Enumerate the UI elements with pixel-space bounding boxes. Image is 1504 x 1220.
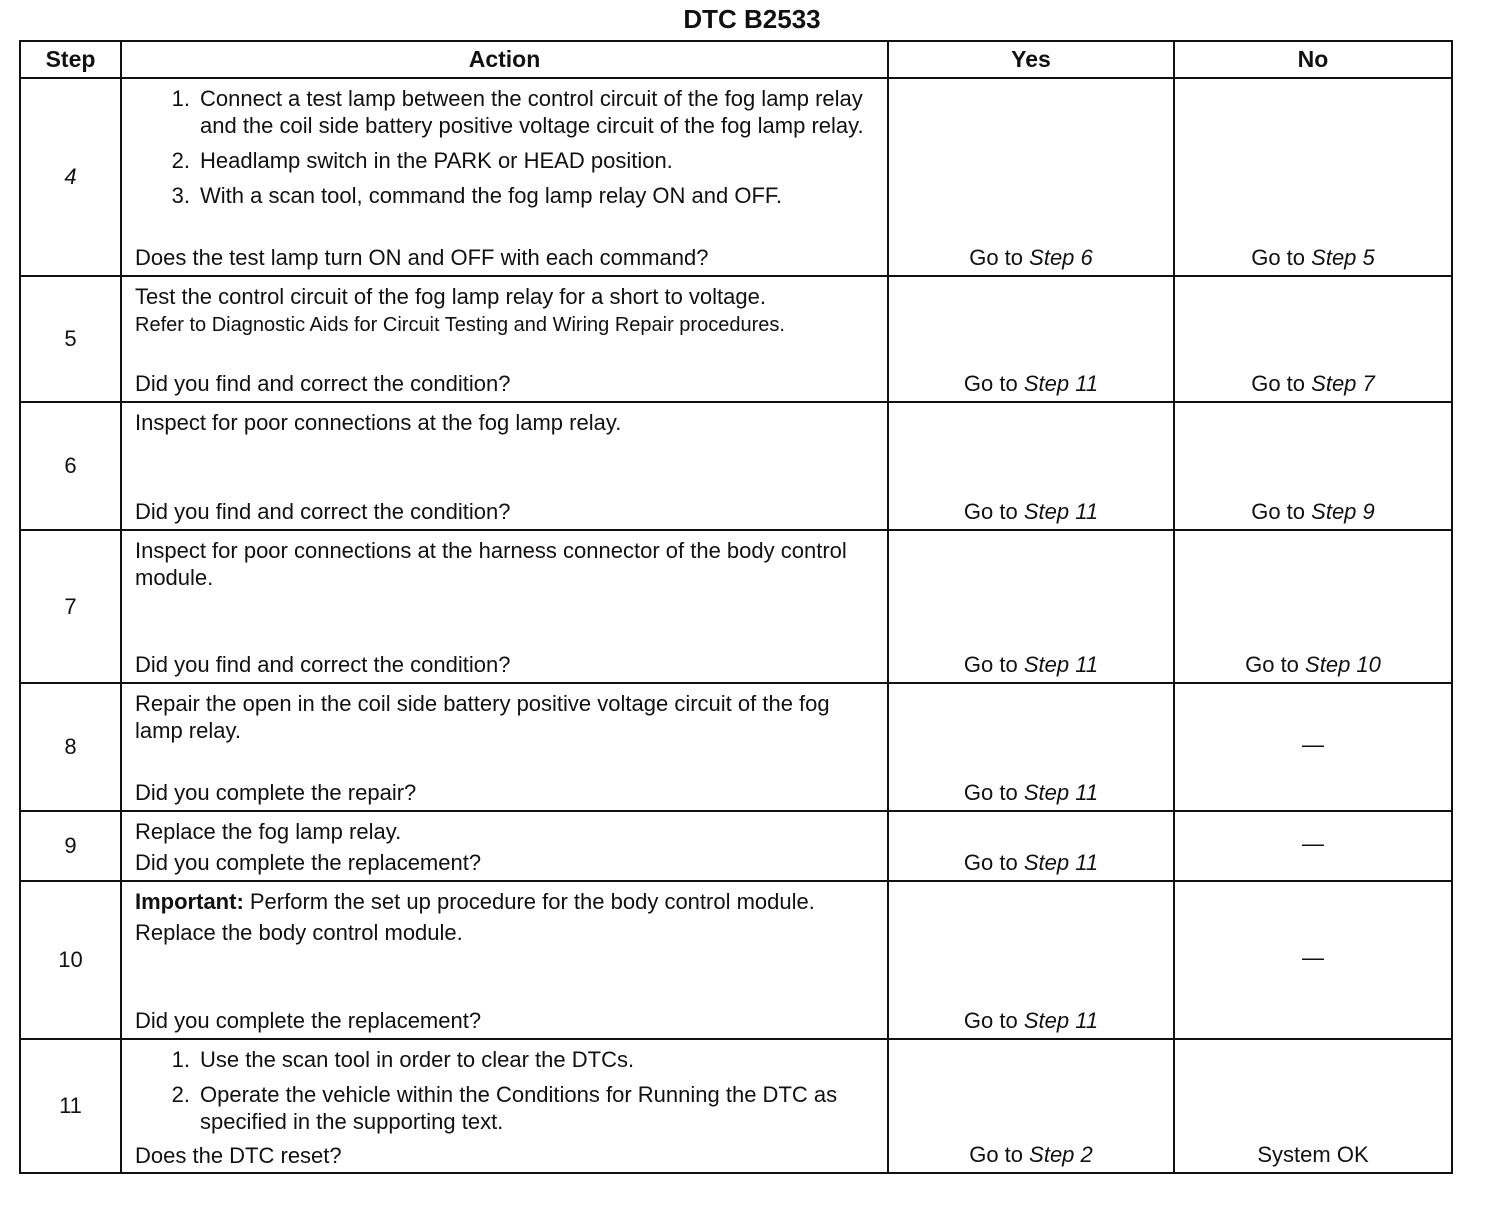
go-to-step xyxy=(969,245,1093,271)
action-paragraph: Inspect for poor connections at the fog lamp relay. xyxy=(135,410,622,435)
table-row xyxy=(20,1039,1452,1173)
step-reference: Step 11 xyxy=(1023,850,1099,875)
action-question: Did you complete the replacement? xyxy=(135,850,482,875)
go-to-label: Go to xyxy=(969,245,1024,270)
yes-cell xyxy=(888,881,1174,1039)
action-cell xyxy=(121,1039,888,1173)
action-step-item xyxy=(135,85,877,139)
no-cell xyxy=(1174,881,1452,1039)
step-reference: Step 7 xyxy=(1311,371,1375,396)
go-to-step xyxy=(964,850,1098,876)
step-number: 4 xyxy=(20,78,121,276)
action-question: Did you find and correct the condition? xyxy=(135,652,511,677)
yes-result xyxy=(889,277,1173,401)
no-result xyxy=(1175,882,1451,1038)
step-number: 5 xyxy=(20,276,121,402)
important-note xyxy=(135,888,877,915)
action-content xyxy=(122,79,887,275)
go-to-step xyxy=(969,1142,1093,1168)
no-cell xyxy=(1174,683,1452,811)
action-cell xyxy=(121,881,888,1039)
action-paragraph: Inspect for poor connections at the harness connector of the body control module. xyxy=(135,538,847,590)
step-reference: Step 6 xyxy=(1029,245,1093,270)
no-result xyxy=(1175,684,1451,810)
no-cell xyxy=(1174,276,1452,402)
yes-cell xyxy=(888,1039,1174,1173)
go-to-step xyxy=(1251,499,1375,525)
no-cell xyxy=(1174,811,1452,881)
no-action-dash: — xyxy=(1302,732,1324,757)
action-content xyxy=(122,684,887,810)
action-cell xyxy=(121,276,888,402)
step-reference: Step 11 xyxy=(1023,371,1099,396)
no-result xyxy=(1175,812,1451,880)
header-row xyxy=(20,41,1452,78)
no-result xyxy=(1175,1040,1451,1172)
yes-result xyxy=(889,882,1173,1038)
action-cell xyxy=(121,683,888,811)
table-row xyxy=(20,881,1452,1039)
go-to-label: Go to xyxy=(1251,245,1306,270)
yes-cell xyxy=(888,402,1174,530)
no-action-dash: — xyxy=(1302,945,1324,970)
yes-cell xyxy=(888,276,1174,402)
no-cell xyxy=(1174,402,1452,530)
step-reference: Step 11 xyxy=(1023,1008,1099,1033)
step-reference: Step 11 xyxy=(1023,652,1099,677)
item-text: With a scan tool, command the fog lamp relay ON and OFF. xyxy=(200,183,783,208)
action-step-item xyxy=(135,1081,877,1135)
go-to-label: Go to xyxy=(963,499,1018,524)
action-cell xyxy=(121,402,888,530)
yes-result xyxy=(889,684,1173,810)
no-cell xyxy=(1174,1039,1452,1173)
go-to-step xyxy=(964,780,1098,806)
action-question: Does the test lamp turn ON and OFF with each command? xyxy=(135,245,709,270)
action-content xyxy=(122,812,887,880)
step-reference: Step 2 xyxy=(1029,1142,1093,1167)
action-question: Did you find and correct the condition? xyxy=(135,371,511,396)
table-row xyxy=(20,811,1452,881)
yes-cell xyxy=(888,78,1174,276)
header-action: Action xyxy=(121,41,888,78)
go-to-step xyxy=(964,371,1098,397)
yes-result xyxy=(889,403,1173,529)
yes-result xyxy=(889,1040,1173,1172)
table-row xyxy=(20,78,1452,276)
step-number: 10 xyxy=(20,881,121,1039)
no-action-dash: — xyxy=(1302,831,1324,856)
yes-result xyxy=(889,531,1173,682)
item-number: 2. xyxy=(171,148,190,173)
action-cell xyxy=(121,811,888,881)
action-question: Did you complete the replacement? xyxy=(135,1008,482,1033)
header-yes: Yes xyxy=(888,41,1174,78)
important-text: Perform the set up procedure for the body control module. xyxy=(243,889,815,914)
no-cell xyxy=(1174,78,1452,276)
step-reference: Step 11 xyxy=(1023,499,1099,524)
header-no: No xyxy=(1174,41,1452,78)
action-content xyxy=(122,277,887,401)
no-cell xyxy=(1174,530,1452,683)
no-result xyxy=(1175,79,1451,275)
action-question: Did you complete the repair? xyxy=(135,780,417,805)
step-number: 6 xyxy=(20,402,121,530)
action-content xyxy=(122,403,887,529)
action-paragraph: Refer to Diagnostic Aids for Circuit Testing and Wiring Repair procedures. xyxy=(135,314,785,336)
yes-result xyxy=(889,79,1173,275)
action-paragraph: Replace the body control module. xyxy=(135,920,463,945)
action-step-item xyxy=(135,1046,877,1073)
action-content xyxy=(122,531,887,682)
go-to-step xyxy=(964,499,1098,525)
go-to-step xyxy=(964,652,1098,678)
action-step-item xyxy=(135,182,877,209)
table-row xyxy=(20,530,1452,683)
action-content xyxy=(122,1040,887,1172)
action-question: Does the DTC reset? xyxy=(135,1143,342,1168)
step-reference: Step 9 xyxy=(1311,499,1375,524)
go-to-step xyxy=(1245,652,1381,678)
no-result xyxy=(1175,531,1451,682)
item-number: 2. xyxy=(171,1082,190,1107)
go-to-label: Go to xyxy=(963,1008,1018,1033)
go-to-step xyxy=(1251,371,1375,397)
yes-result xyxy=(889,812,1173,880)
step-number: 11 xyxy=(20,1039,121,1173)
important-label: Important: xyxy=(135,889,244,914)
item-number: 3. xyxy=(171,183,190,208)
item-number: 1. xyxy=(171,1047,190,1072)
header-step: Step xyxy=(20,41,121,78)
yes-cell xyxy=(888,811,1174,881)
action-paragraph: Repair the open in the coil side battery positive voltage circuit of the fog lamp relay. xyxy=(135,691,830,743)
item-number: 1. xyxy=(171,86,190,111)
step-number: 9 xyxy=(20,811,121,881)
go-to-label: Go to xyxy=(1251,371,1306,396)
item-text: Headlamp switch in the PARK or HEAD position. xyxy=(200,148,673,173)
action-cell xyxy=(121,530,888,683)
step-number: 8 xyxy=(20,683,121,811)
page-title: DTC B2533 xyxy=(683,4,821,34)
diagnostic-table xyxy=(19,40,1453,1174)
go-to-step xyxy=(964,1008,1098,1034)
step-reference: Step 5 xyxy=(1311,245,1375,270)
go-to-label: Go to xyxy=(963,850,1018,875)
go-to-label: Go to xyxy=(1245,652,1299,677)
no-result xyxy=(1175,277,1451,401)
item-text: Use the scan tool in order to clear the DTCs. xyxy=(200,1047,635,1072)
action-cell xyxy=(121,78,888,276)
item-text: Operate the vehicle within the Conditions for Running the DTC as specified in the supporting text. xyxy=(200,1082,838,1134)
action-question: Did you find and correct the condition? xyxy=(135,499,511,524)
table-row xyxy=(20,402,1452,530)
system-ok: System OK xyxy=(1257,1142,1369,1167)
go-to-label: Go to xyxy=(963,652,1018,677)
step-number: 7 xyxy=(20,530,121,683)
go-to-label: Go to xyxy=(963,371,1018,396)
yes-cell xyxy=(888,683,1174,811)
go-to-label: Go to xyxy=(963,780,1018,805)
step-reference: Step 11 xyxy=(1023,780,1099,805)
go-to-step xyxy=(1251,245,1375,271)
go-to-label: Go to xyxy=(969,1142,1024,1167)
step-reference: Step 10 xyxy=(1305,652,1381,677)
action-step-item xyxy=(135,147,877,174)
yes-cell xyxy=(888,530,1174,683)
action-paragraph: Replace the fog lamp relay. xyxy=(135,819,402,844)
go-to-label: Go to xyxy=(1251,499,1306,524)
action-content xyxy=(122,882,887,1038)
item-text: Connect a test lamp between the control circuit of the fog lamp relay and the coil side battery positive voltage circuit of the fog lamp relay. xyxy=(200,86,864,138)
table-row xyxy=(20,276,1452,402)
no-result xyxy=(1175,403,1451,529)
action-paragraph: Test the control circuit of the fog lamp relay for a short to voltage. xyxy=(135,284,766,309)
table-row xyxy=(20,683,1452,811)
